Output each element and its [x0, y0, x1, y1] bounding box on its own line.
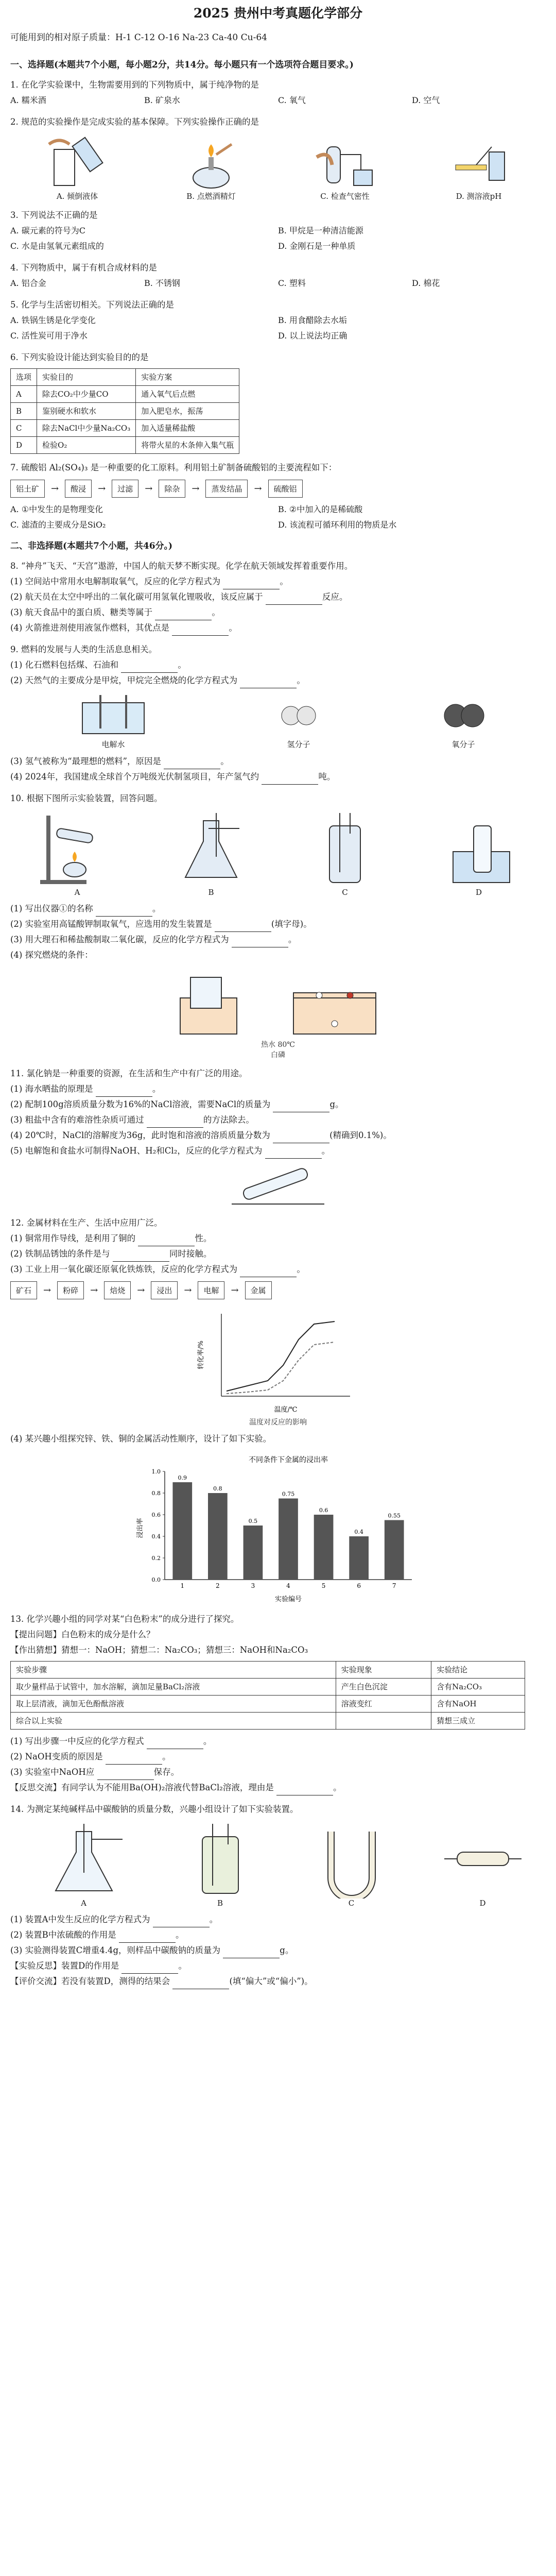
arrow-icon: →	[184, 1285, 192, 1296]
table-row	[11, 403, 239, 420]
option: D. 棉花	[412, 278, 440, 288]
question-part: (2) 装置B中浓硫酸的作用是 。	[10, 1927, 546, 1943]
options	[10, 313, 546, 344]
figure-ph	[440, 134, 517, 201]
page-title: 2025 贵州中考真题化学部分	[193, 6, 363, 21]
oxygen-molecule-icon	[432, 692, 494, 739]
table-header: 实验结论	[431, 1662, 525, 1679]
table-row	[11, 437, 239, 454]
answer-blank[interactable]	[276, 1786, 333, 1795]
category-label: 5	[321, 1582, 326, 1589]
flow-step: 过滤	[112, 480, 138, 498]
chart-x-label: 温度/℃	[274, 1406, 298, 1414]
combustion-experiment-illustration	[170, 967, 386, 1039]
apparatus-label: C	[342, 888, 348, 897]
content	[10, 52, 546, 1995]
table-cell: D	[11, 437, 37, 454]
question-part: (3) 用大理石和稀盐酸制取二氧化碳，反应的化学方程式为 。	[10, 932, 546, 947]
question-part: (1) 化石燃料包括煤、石油和 。	[10, 657, 546, 673]
question-part: (3) 航天食品中的蛋白质、糖类等属于 。	[10, 605, 546, 620]
question-part: (3) 实验室中NaOH应 保存。	[10, 1765, 546, 1780]
flow-step: 矿石	[10, 1281, 37, 1299]
apparatus-b	[179, 1821, 262, 1908]
answer-blank[interactable]	[97, 1770, 154, 1780]
flow-step: 金属	[245, 1281, 272, 1299]
conical-flask-illustration	[170, 810, 252, 888]
answer-blank[interactable]	[155, 611, 212, 620]
bar-value-label: 0.75	[282, 1490, 295, 1498]
figure-caption: 氢分子	[287, 740, 310, 749]
category-label: 6	[357, 1582, 361, 1589]
apparatus-d	[438, 810, 520, 897]
answer-blank[interactable]	[121, 1964, 178, 1974]
figure-row	[10, 692, 546, 750]
combustion-setup	[170, 967, 386, 1060]
option: A. 铁锅生锈是化学变化	[10, 315, 96, 325]
figure-caption: C. 检查气密性	[320, 192, 370, 201]
question-part: (1) 写出步骤一中反应的化学方程式 。	[10, 1734, 546, 1749]
question-text: 13. 化学兴趣小组的同学对某“白色粉末”的成分进行了探究。	[10, 1614, 239, 1624]
table-cell: C	[11, 420, 37, 437]
arrow-icon: →	[98, 483, 106, 494]
table-cell: 检验O₂	[37, 437, 136, 454]
question-text: 6. 下列实验设计能达到实验目的的是	[10, 352, 149, 362]
figure-pour-liquid	[39, 134, 116, 201]
table-cell: 取上层清液，滴加无色酚酞溶液	[11, 1696, 336, 1713]
question-part: (4) 火箭推进剂使用液氢作燃料，其优点是 。	[10, 620, 546, 636]
answer-blank[interactable]	[240, 1267, 297, 1277]
question-text: 2. 规范的实验操作是完成实验的基本保障。下列实验操作正确的是	[10, 117, 259, 127]
category-label: 1	[180, 1582, 185, 1589]
apparatus-d	[442, 1821, 524, 1908]
water-collection-illustration	[438, 810, 520, 888]
question-14	[10, 1802, 546, 1989]
answer-blank[interactable]	[232, 938, 288, 947]
flow-step: 电解	[198, 1281, 224, 1299]
question-part: (5) 电解饱和食盐水可制得NaOH、H₂和Cl₂，反应的化学方程式为 。	[10, 1143, 546, 1159]
apparatus-a	[32, 1821, 135, 1908]
combustion-row	[10, 967, 546, 1060]
apparatus-c	[305, 1821, 398, 1908]
bar	[279, 1499, 298, 1580]
answer-blank[interactable]	[147, 1118, 203, 1128]
table-cell: B	[11, 403, 37, 420]
figure-row	[10, 134, 546, 201]
bar-chart-x-label: 实验编号	[274, 1596, 302, 1603]
answer-blank[interactable]	[215, 922, 271, 932]
question-2	[10, 114, 546, 201]
table-cell: 溶液变红	[336, 1696, 431, 1713]
bar	[385, 1520, 404, 1580]
question-text: 3. 下列说法不正确的是	[10, 210, 98, 220]
y-tick-label: 0.2	[151, 1555, 161, 1562]
bar-chart-title: 不同条件下金属的浸出率	[249, 1456, 328, 1464]
line-chart-row	[10, 1303, 546, 1427]
flow-step: 除杂	[159, 480, 185, 498]
question-3	[10, 208, 546, 254]
table-cell	[336, 1713, 431, 1730]
table-cell: 产生白色沉淀	[336, 1679, 431, 1696]
apparatus-label: A	[74, 888, 80, 897]
table-cell: 鉴别硬水和软水	[37, 403, 136, 420]
table-cell: 含有Na₂CO₃	[431, 1679, 525, 1696]
question-text: 5. 化学与生活密切相关。下列说法正确的是	[10, 300, 174, 310]
option: A. 碳元素的符号为C	[10, 226, 85, 235]
question-part: 【评价交流】若没有装置D，测得的结果会 (填“偏大”或“偏小”)。	[10, 1974, 546, 1989]
ph-test-illustration	[440, 134, 517, 191]
option: B. ②中加入的是稀硫酸	[278, 504, 363, 514]
question-part: 【实验反思】装置D的作用是 。	[10, 1958, 546, 1974]
option: C. 水是由氢氧元素组成的	[10, 241, 104, 251]
question-part: (1) 写出仪器①的名称 。	[10, 901, 546, 917]
flow-step: 硫酸铝	[268, 480, 303, 498]
bar	[244, 1526, 263, 1580]
section-heading-choice: 一、选择题(本题共7个小题，每小题2分，共14分。每小题只有一个选项符合题目要求。)	[10, 60, 354, 70]
apparatus-label: D	[479, 1899, 486, 1908]
table-cell: 加入适量稀盐酸	[136, 420, 239, 437]
figure-airtight	[306, 134, 384, 201]
table-header: 实验现象	[336, 1662, 431, 1679]
arrow-icon: →	[231, 1285, 239, 1296]
table-cell: 除去CO₂中少量CO	[37, 386, 136, 403]
figure-caption: D. 测溶液pH	[456, 192, 502, 201]
category-label: 2	[216, 1582, 220, 1589]
answer-blank[interactable]	[240, 679, 297, 688]
table-cell: 通入氧气后点燃	[136, 386, 239, 403]
question-text: 11. 氯化钠是一种重要的资源，在生活和生产中有广泛的用途。	[10, 1069, 248, 1078]
reaction-flask-illustration	[32, 1821, 135, 1899]
question-6	[10, 350, 546, 454]
question-part: (2) 天然气的主要成分是甲烷，甲烷完全燃烧的化学方程式为 。	[10, 673, 546, 688]
answer-blank[interactable]	[119, 1933, 176, 1943]
arrow-icon: →	[192, 483, 200, 494]
section-heading-nonchoice: 二、非选择题(本题共7个小题，共46分。)	[10, 541, 173, 551]
figure-row	[10, 1163, 546, 1209]
answer-blank[interactable]	[153, 1918, 210, 1927]
category-label: 7	[392, 1582, 396, 1589]
answer-blank[interactable]	[172, 626, 229, 636]
arrow-icon: →	[51, 483, 59, 494]
flow-step: 粉碎	[57, 1281, 84, 1299]
bar-value-label: 0.6	[319, 1507, 328, 1514]
table-row	[11, 1713, 525, 1730]
table-cell: 除去NaCl中少量Na₂CO₃	[37, 420, 136, 437]
answer-blank[interactable]	[138, 1236, 195, 1246]
answer-blank[interactable]	[266, 595, 322, 605]
question-hypothesis: 【作出猜想】猜想一：NaOH；猜想二：Na₂CO₃；猜想三：NaOH和Na₂CO₃	[10, 1645, 308, 1655]
hydrogen-molecule-icon	[268, 692, 329, 739]
option: B. 用食醋除去水垢	[278, 315, 347, 325]
answer-blank[interactable]	[106, 1755, 162, 1765]
experiment-table	[10, 1661, 525, 1730]
option: A. 铝合金	[10, 278, 46, 288]
flow-step: 酸浸	[65, 480, 92, 498]
option: D. 金刚石是一种单质	[278, 241, 356, 251]
question-text: 10. 根据下图所示实验装置，回答问题。	[10, 793, 163, 803]
table-header: 实验方案	[136, 369, 239, 386]
table-cell: 加入肥皂水，振荡	[136, 403, 239, 420]
figure-caption: 电解水	[101, 740, 125, 749]
experiment-table	[10, 368, 239, 454]
electrolysis-illustration	[62, 692, 165, 739]
table-cell: 取少量样品于试管中，加水溶解，滴加足量BaCl₂溶液	[11, 1679, 336, 1696]
options	[10, 502, 546, 533]
category-label: 3	[251, 1582, 255, 1589]
apparatus-label: A	[81, 1899, 86, 1908]
option: C. 滤渣的主要成分是SiO₂	[10, 520, 106, 530]
arrow-icon: →	[145, 483, 153, 494]
answer-blank[interactable]	[96, 1087, 152, 1097]
table-cell: A	[11, 386, 37, 403]
question-5	[10, 297, 546, 344]
option: B. 矿泉水	[144, 95, 180, 105]
question-text: 12. 金属材料在生产、生活中应用广泛。	[10, 1218, 163, 1228]
answer-blank[interactable]	[172, 1979, 229, 1989]
u-tube-illustration	[305, 1821, 398, 1899]
alcohol-lamp-illustration	[172, 134, 250, 191]
table-header: 实验目的	[37, 369, 136, 386]
question-4	[10, 260, 546, 291]
option: A. ①中发生的是物理变化	[10, 504, 103, 514]
options	[10, 276, 546, 291]
bar-value-label: 0.8	[213, 1485, 222, 1492]
table-cell: 综合以上实验	[11, 1713, 336, 1730]
question-part: (4) 20℃时，NaCl的溶解度为36g，此时饱和溶液的溶质质量分数为 (精确到0.1%)。	[10, 1128, 546, 1143]
answer-blank[interactable]	[147, 1739, 203, 1749]
flow-step: 焙烧	[104, 1281, 131, 1299]
figure-caption: A. 倾倒液体	[56, 192, 98, 201]
test-tube-illustration	[227, 1163, 329, 1209]
table-header-row	[11, 1662, 525, 1679]
question-part: (1) 空间站中常用水电解制取氧气，反应的化学方程式为 。	[10, 574, 546, 589]
bar	[349, 1536, 369, 1580]
question-part: (1) 装置A中发生反应的化学方程式为 。	[10, 1912, 546, 1927]
drying-bottle-illustration	[179, 1821, 262, 1899]
question-part: (1) 海水晒盐的原理是 。	[10, 1081, 546, 1097]
answer-blank[interactable]	[262, 775, 318, 785]
options	[10, 93, 546, 108]
heating-apparatus-illustration	[36, 810, 118, 888]
answer-blank[interactable]	[223, 580, 280, 589]
drying-tube-illustration	[442, 1821, 524, 1899]
question-part: (2) 配制100g溶质质量分数为16%的NaCl溶液，需要NaCl的质量为 g。	[10, 1097, 546, 1112]
option: C. 氧气	[278, 95, 306, 105]
figure-electrolysis	[62, 692, 165, 750]
category-label: 4	[286, 1582, 290, 1589]
question-part: (3) 工业上用一氧化碳还原氧化铁炼铁，反应的化学方程式为 。	[10, 1262, 546, 1277]
question-text: 7. 硫酸铝 Al₂(SO₄)₃ 是一种重要的化工原料。利用铝土矿制备硫酸铝的主要流程如下：	[10, 463, 337, 472]
question-part: (2) 实验室用高锰酸钾制取氧气，应选用的发生装置是 (填字母)。	[10, 917, 546, 932]
answer-blank[interactable]	[265, 1149, 322, 1159]
y-tick-label: 1.0	[151, 1468, 161, 1475]
question-text: 8. “神舟”飞天、“天宫”遨游，中国人的航天梦不断实现。化学在航天领域发挥着重要作用。	[10, 561, 353, 571]
leaching-bar-chart	[134, 1451, 422, 1605]
question-7	[10, 460, 546, 533]
question-part: 【反思交流】有同学认为不能用Ba(OH)₂溶液代替BaCl₂溶液，理由是 。	[10, 1780, 546, 1795]
table-row	[11, 386, 239, 403]
table-cell: 将带火星的木条伸入集气瓶	[136, 437, 239, 454]
figure-caption: B. 点燃酒精灯	[186, 192, 236, 201]
table-row	[11, 1679, 525, 1696]
figure-o2-molecule	[432, 692, 494, 750]
chart-y-label: 转化率/%	[197, 1341, 205, 1369]
answer-blank[interactable]	[113, 1252, 169, 1262]
arrow-icon: →	[43, 1285, 51, 1296]
atomic-mass-line: 可能用到的相对原子质量：H-1 C-12 O-16 Na-23 Ca-40 Cu-64	[10, 32, 267, 43]
y-tick-label: 0.4	[151, 1533, 161, 1540]
question-part: (3) 粗盐中含有的难溶性杂质可通过 的方法除去。	[10, 1112, 546, 1128]
answer-blank[interactable]	[273, 1103, 329, 1112]
bar	[314, 1515, 334, 1580]
option: B. 甲烷是一种清洁能源	[278, 226, 363, 235]
answer-blank[interactable]	[223, 1948, 280, 1958]
flow-step: 蒸发结晶	[205, 480, 248, 498]
option: D. 空气	[412, 95, 440, 105]
apparatus-a	[36, 810, 118, 897]
flow-step: 浸出	[151, 1281, 178, 1299]
y-tick-label: 0.6	[151, 1512, 161, 1518]
bar-chart-row	[10, 1451, 546, 1605]
apparatus-row	[10, 1821, 546, 1908]
question-text: 4. 下列物质中，属于有机合成材料的是	[10, 263, 157, 273]
option: A. 糯米酒	[10, 95, 46, 105]
apparatus-label: B	[208, 888, 214, 897]
answer-blank[interactable]	[273, 1133, 329, 1143]
question-10	[10, 791, 546, 1060]
option: B. 不锈钢	[144, 278, 180, 288]
question-1	[10, 77, 546, 108]
question-part: (4) 某兴趣小组探究锌、铁、铜的金属活动性顺序，设计了如下实验。	[10, 1434, 272, 1444]
apparatus-label: D	[475, 888, 482, 897]
question-12	[10, 1215, 546, 1605]
option: C. 活性炭可用于净水	[10, 331, 88, 341]
question-part: (3) 实验测得装置C增重4.4g，则样品中碳酸钠的质量为 g。	[10, 1943, 546, 1958]
options	[10, 223, 546, 254]
figure-caption: 氧分子	[451, 740, 475, 749]
table-cell: 含有NaOH	[431, 1696, 525, 1713]
answer-blank[interactable]	[96, 907, 152, 917]
bar-value-label: 0.4	[354, 1529, 363, 1535]
question-part: (4) 探究燃烧的条件：	[10, 950, 93, 960]
question-11	[10, 1066, 546, 1209]
question-part: (3) 氢气被称为“最理想的燃料”，原因是 。	[10, 754, 546, 769]
question-part: (1) 铜常用作导线，是利用了铜的 性。	[10, 1231, 546, 1246]
beaker-label: 热水 80℃	[261, 1041, 295, 1049]
table-header-row	[11, 369, 239, 386]
arrow-icon: →	[254, 483, 262, 494]
question-8	[10, 558, 546, 636]
table-row	[11, 1696, 525, 1713]
option: D. 该流程可循环利用的物质是水	[278, 520, 397, 530]
question-part: (2) 铁制品锈蚀的条件是与 同时接触。	[10, 1246, 546, 1262]
table-header: 选项	[11, 369, 37, 386]
flow-step: 铝土矿	[10, 480, 45, 498]
bar-chart	[134, 1451, 422, 1605]
question-text: 1. 在化学实验课中，生物需要用到的下列物质中，属于纯净物的是	[10, 80, 259, 90]
bar-value-label: 0.9	[178, 1475, 187, 1481]
chart-title: 温度对反应的影响	[249, 1418, 307, 1427]
question-9	[10, 642, 546, 785]
apparatus-b	[170, 810, 252, 897]
option: D. 以上说法均正确	[278, 331, 348, 341]
process-flow	[10, 1281, 546, 1299]
table-row	[11, 420, 239, 437]
option: C. 塑料	[278, 278, 306, 288]
answer-blank[interactable]	[121, 663, 178, 673]
line-chart	[196, 1303, 360, 1427]
y-tick-label: 0.0	[151, 1577, 161, 1583]
question-part: (2) 航天员在太空中呼出的二氧化碳可用氢氧化锂吸收，该反应属于 反应。	[10, 589, 546, 605]
airtight-check-illustration	[306, 134, 384, 191]
apparatus-label: C	[348, 1899, 355, 1908]
phosphorus-label: 白磷	[271, 1051, 285, 1059]
arrow-icon: →	[137, 1285, 145, 1296]
bar-chart-y-label: 浸出率	[136, 1518, 144, 1538]
answer-blank[interactable]	[164, 759, 220, 769]
table-header: 实验步骤	[11, 1662, 336, 1679]
question-text: 9. 燃料的发展与人类的生活息息相关。	[10, 645, 157, 654]
apparatus-c	[304, 810, 386, 897]
temperature-line-chart	[196, 1303, 360, 1417]
figure-lamp	[172, 134, 250, 201]
question-13	[10, 1612, 546, 1795]
apparatus-row	[10, 810, 546, 897]
bar	[172, 1482, 192, 1580]
bar	[208, 1493, 228, 1580]
question-text: 14. 为测定某纯碱样品中碳酸钠的质量分数，兴趣小组设计了如下实验装置。	[10, 1804, 299, 1814]
process-flow	[10, 480, 546, 498]
apparatus-label: B	[217, 1899, 223, 1908]
question-part: (4) 2024年，我国建成全球首个万吨级光伏制氢项目，年产氢气约 吨。	[10, 769, 546, 785]
gas-bottle-illustration	[304, 810, 386, 888]
bar-value-label: 0.5	[248, 1518, 258, 1524]
question-intro: 【提出问题】白色粉末的成分是什么？	[10, 1630, 155, 1639]
y-tick-label: 0.8	[151, 1490, 161, 1497]
bar-value-label: 0.55	[388, 1512, 401, 1519]
arrow-icon: →	[90, 1285, 98, 1296]
test-tube-figure	[227, 1163, 329, 1209]
table-cell: 猜想三成立	[431, 1713, 525, 1730]
figure-h2-molecule	[268, 692, 329, 750]
question-part: (2) NaOH变质的原因是 。	[10, 1749, 546, 1765]
pour-liquid-illustration	[39, 134, 116, 191]
